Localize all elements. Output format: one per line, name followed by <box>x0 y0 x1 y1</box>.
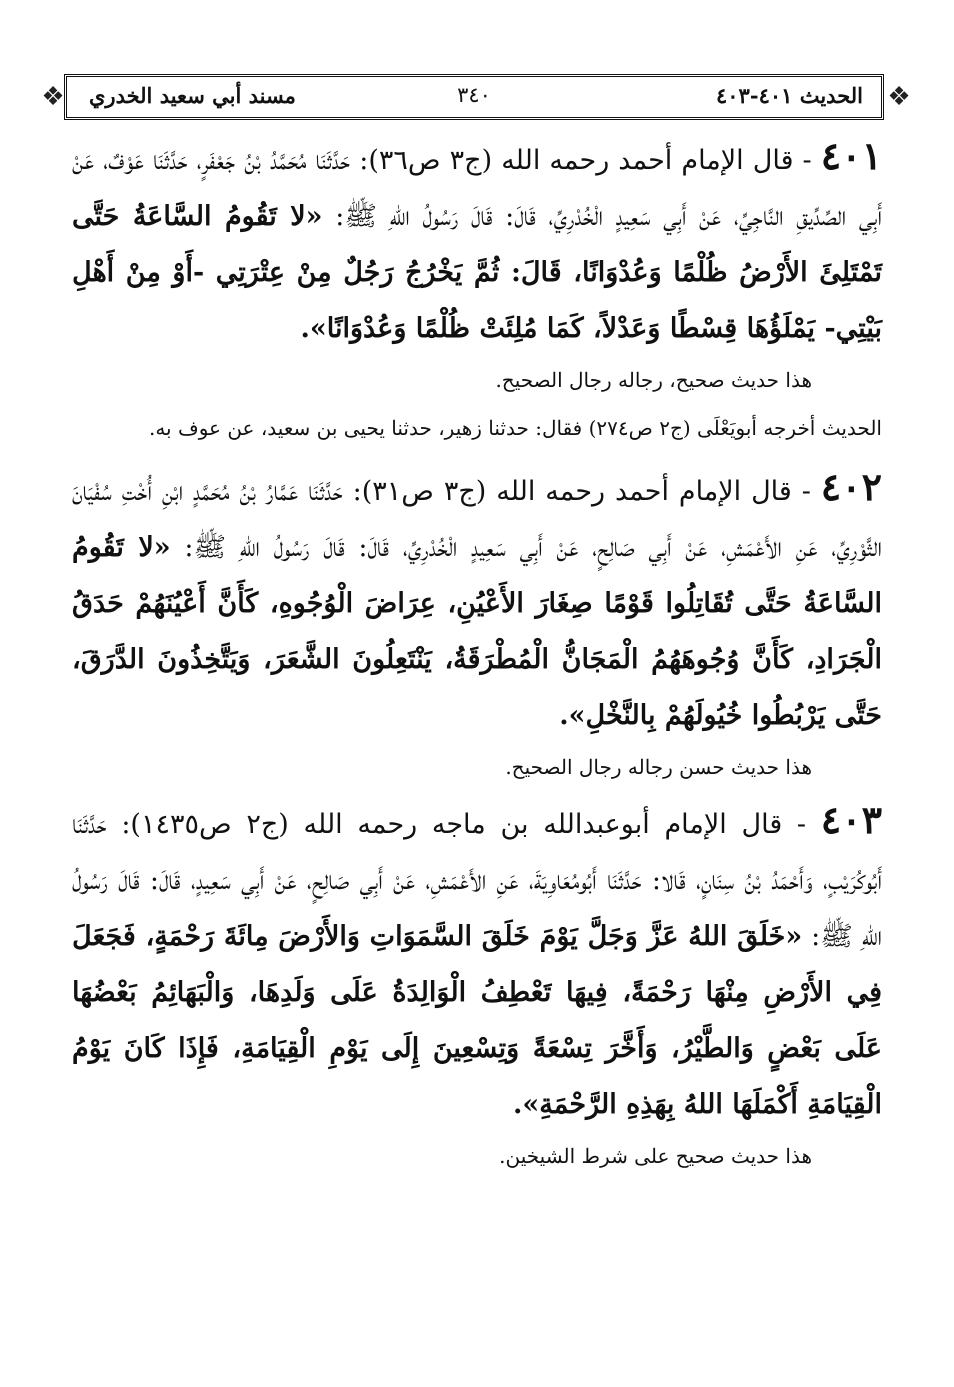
hadith-402-matn: «لا تَقُومُ السَّاعَةُ حَتَّى تُقَاتِلُوا قَوْمًا صِغَارَ الأَعْيُنِ، عِرَاضَ الْوُجُوهِ، كَأَنَّ أَعْيُنَهُمْ حَدَقُ الْجَرَادِ، كَأَنَّ وُجُوهَهُمُ الْمَجَانُّ الْمُطْرَقَةُ، يَنْتَعِلُونَ الشَّعَرَ، وَيَتَّخِذُونَ الدَّرَقَ، حَتَّى يَرْبُطُوا خُيُولَهُمْ بِالنَّخْلِ». <box>72 532 882 731</box>
hadith-402 <box>72 459 882 744</box>
hadith-403-grading: هذا حديث صحيح على شرط الشيخين. <box>499 1144 812 1168</box>
header-book-title: مسند أبي سعيد الخدري <box>89 83 296 108</box>
header-hadith-range: الحديث ٤٠١-٤٠٣ <box>716 83 863 108</box>
hadith-403-matn: «خَلَقَ اللهُ عَزَّ وَجَلَّ يَوْمَ خَلَقَ السَّمَوَاتِ وَالأَرْضَ مِائَةَ رَحْمَةٍ، فَجَعَلَ فِي الأَرْضِ مِنْهَا رَحْمَةً، فِيهَا تَعْطِفُ الْوَالِدَةُ عَلَى وَلَدِهَا، وَالْبَهَائِمُ بَعْضُهَا عَلَى بَعْضٍ وَالطَّيْرُ، وَأَخَّرَ تِسْعَةً وَتِسْعِينَ إِلَى يَوْمِ الْقِيَامَةِ، فَإِذَا كَانَ يَوْمُ الْقِيَامَةِ أَكْمَلَهَا اللهُ بِهَذِهِ الرَّحْمَةِ». <box>72 921 882 1120</box>
hadith-403-intro: - قال الإمام أبوعبدالله بن ماجه رحمه الله (ج٢ ص١٤٣٥): حَدَّثَنَا أَبُوكُرَيْبٍ، وَأَحْمَدُ بْنُ سِنَانٍ، قَالا: حَدَّثَنَا أَبُومُعَاوِيَةَ، عَنِ الأَعْمَشِ، عَنْ أَبِي صَالِحٍ، عَنْ أَبِي سَعِيدٍ، قَالَ: قَالَ رَسُولُ اللهِ ﷺ: <box>72 809 882 952</box>
hadith-401-number: ٤٠١ <box>820 133 882 178</box>
page-header <box>64 74 884 120</box>
page-content <box>72 128 882 1368</box>
hadith-402-intro: - قال الإمام أحمد رحمه الله (ج٣ ص٣١): حَدَّثَنَا عَمَّارُ بْنُ مُحَمَّدٍ ابْنِ أُخْتِ سُفْيَانَ الثَّوْرِيِّ، عَنِ الأَعْمَشِ، عَنْ أَبِي صَالِحٍ، عَنْ أَبِي سَعِيدٍ الْخُدْرِيِّ، قَالَ: قَالَ رَسُولُ اللهِ ﷺ: <box>72 476 882 563</box>
right-ornament-icon: ❖ <box>887 82 911 112</box>
hadith-401-intro: - قال الإمام أحمد رحمه الله (ج٣ ص٣٦): حَدَّثَنَا مُحَمَّدُ بْنُ جَعْفَرٍ، حَدَّثَنَا عَوْفٌ، عَنْ أَبِي الصِّدِّيقِ النَّاجِيِّ، عَنْ أَبِي سَعِيدٍ الْخُدْرِيِّ، قَالَ: قَالَ رَسُولُ اللهِ ﷺ: <box>72 145 882 232</box>
hadith-403-number: ٤٠٣ <box>820 797 883 842</box>
hadith-402-grading: هذا حديث حسن رجاله رجال الصحيح. <box>505 755 812 779</box>
hadith-401 <box>72 128 882 357</box>
page-number: ٣٤٠ <box>457 83 491 107</box>
left-ornament-icon: ❖ <box>41 82 65 112</box>
hadith-401-grading: هذا حديث صحيح، رجاله رجال الصحيح. <box>495 368 812 392</box>
hadith-401-takhrij: الحديث أخرجه أبويَعْلَى (ج٢ ص٢٧٤) فقال: حدثنا زهير، حدثنا يحيى بن سعيد، عن عوف به. <box>148 416 882 440</box>
hadith-403 <box>72 792 882 1133</box>
hadith-402-number: ٤٠٢ <box>820 464 882 509</box>
hadith-401-matn: «لا تَقُومُ السَّاعَةُ حَتَّى تَمْتَلِئَ الأَرْضُ ظُلْمًا وَعُدْوَانًا، قَالَ: ثُمَّ يَخْرُجُ رَجُلٌ مِنْ عِتْرَتِي -أَوْ مِنْ أَهْلِ بَيْتِي- يَمْلَؤُهَا قِسْطًا وَعَدْلاً، كَمَا مُلِئَتْ ظُلْمًا وَعُدْوَانًا». <box>72 201 882 344</box>
